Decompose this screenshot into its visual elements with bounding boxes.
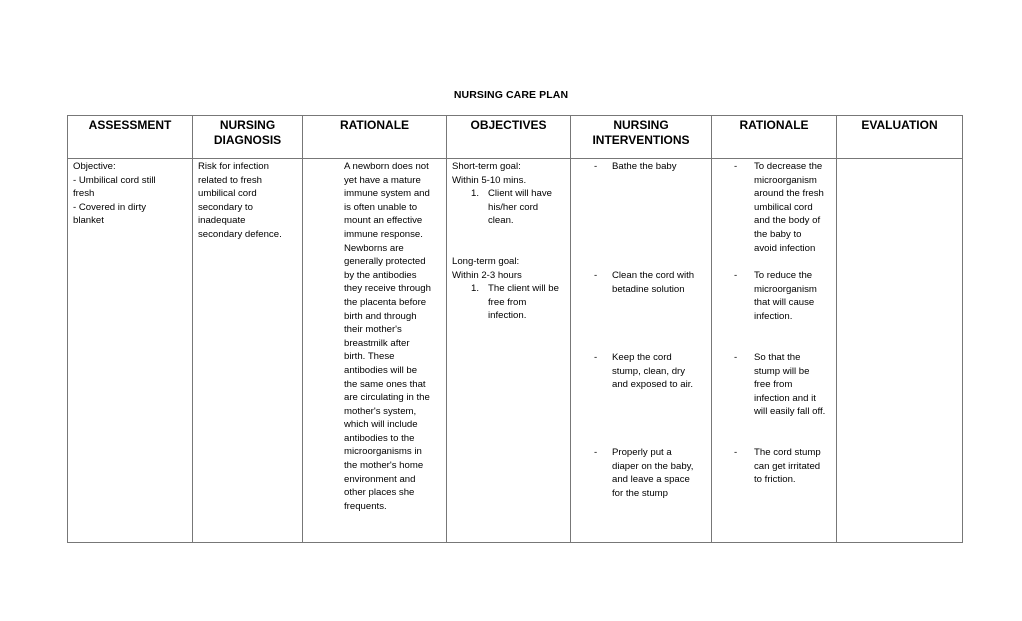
assessment-cell [68, 159, 193, 543]
rationale-item [734, 446, 834, 487]
rationale-cell [303, 159, 447, 543]
header-rationale: RATIONALE [303, 116, 447, 159]
dash-bullet: - [594, 270, 598, 281]
intervention-item [594, 351, 712, 392]
long-term-label: Long-term goal: [452, 256, 520, 267]
assessment-label: Objective: [73, 161, 116, 172]
dash-bullet: - [594, 447, 598, 458]
assessment-item: - Umbilical cord still fresh [73, 174, 156, 200]
interventions-cell [571, 159, 712, 543]
rationale-item-text: To decrease the microorganism around the fresh umbilical cord and the body of the baby to avoid infection [754, 161, 824, 254]
header-rationale-2: RATIONALE [712, 116, 837, 159]
diagnosis-text: Risk for infection related to fresh umbilical cord secondary to inadequate secondary defence. [198, 161, 282, 240]
long-term-goal-text: The client will be free from infection. [488, 283, 559, 322]
dash-bullet: - [594, 161, 598, 172]
header-row [68, 116, 963, 159]
intervention-text: Clean the cord with betadine solution [612, 270, 695, 295]
dash-bullet: - [734, 352, 738, 363]
header-evaluation: EVALUATION [837, 116, 963, 159]
document-title: NURSING CARE PLAN [453, 89, 569, 101]
short-term-goal [452, 160, 526, 187]
assessment-item: - Covered in dirty blanket [73, 201, 147, 227]
objectives-cell [447, 159, 571, 543]
short-term-goal-text: Client will have his/her cord clean. [488, 188, 552, 227]
rationale-item [734, 160, 834, 255]
long-term-goal [452, 255, 522, 282]
intervention-text: Bathe the baby [612, 161, 677, 172]
dash-bullet: - [734, 161, 738, 172]
header-assessment: ASSESSMENT [68, 116, 193, 159]
rationale-2-cell [712, 159, 837, 543]
header-nursing-interventions: NURSING INTERVENTIONS [571, 116, 712, 159]
long-term-time: Within 2-3 hours [452, 269, 522, 281]
intervention-item [594, 269, 712, 296]
dash-bullet: - [594, 352, 598, 363]
header-nursing-diagnosis: NURSING DIAGNOSIS [193, 116, 303, 159]
evaluation-cell [837, 159, 963, 543]
care-plan-table [67, 115, 963, 543]
plan-row [68, 159, 963, 543]
short-term-label: Short-term goal: [452, 161, 521, 172]
rationale-text: A newborn does not yet have a mature immune system and is often unable to mount an effective immune response. Newborns are generally protected by the antibodies they receive through the placenta before birth and through their mother's breastmilk after birth. These antibodies will be the same ones that are circulating in the mother's system, which will include antibodies to the microorganisms in the mother's home environment and other places she frequents. [344, 161, 431, 512]
header-objectives: OBJECTIVES [447, 116, 571, 159]
long-term-number: 1. [471, 283, 480, 294]
dash-bullet: - [734, 447, 738, 458]
rationale-item [734, 269, 834, 323]
intervention-item [594, 160, 712, 174]
short-term-time: Within 5-10 mins. [452, 174, 527, 186]
rationale-item-text: To reduce the microorganism that will cause infection. [754, 270, 817, 322]
dash-bullet: - [734, 270, 738, 281]
rationale-item [734, 351, 834, 419]
rationale-item-text: The cord stump can get irritated to friction. [754, 447, 821, 486]
short-term-number: 1. [471, 188, 480, 199]
intervention-text: Properly put a diaper on the baby, and leave a space for the stump [612, 447, 694, 499]
intervention-item [594, 446, 712, 500]
diagnosis-cell [193, 159, 303, 543]
rationale-item-text: So that the stump will be free from infection and it will easily fall off. [754, 352, 826, 418]
intervention-text: Keep the cord stump, clean, dry and exposed to air. [612, 352, 694, 391]
